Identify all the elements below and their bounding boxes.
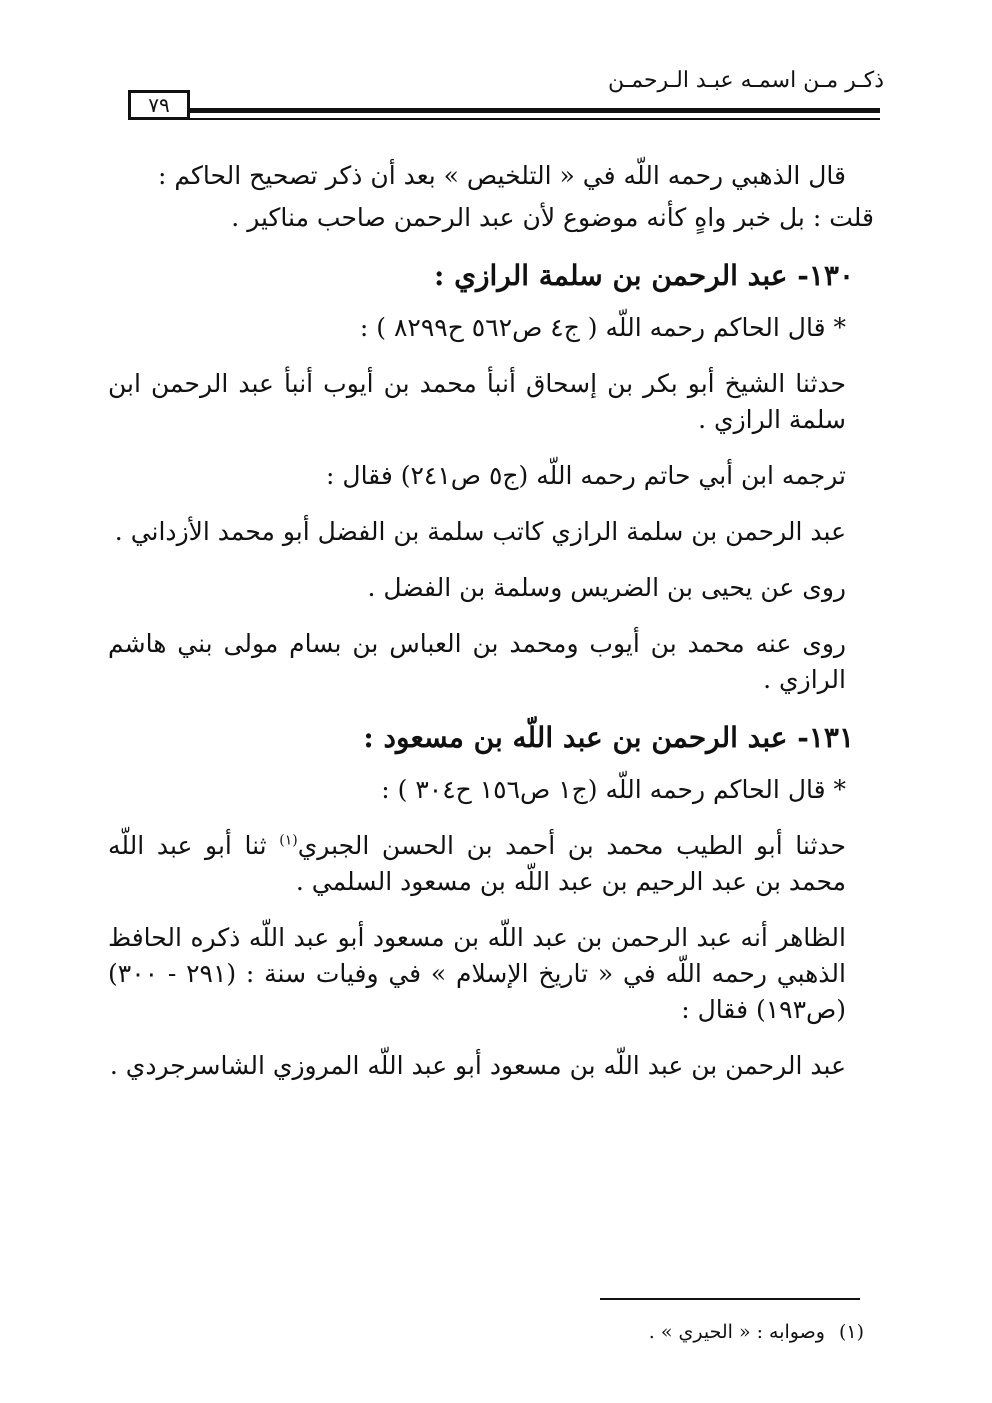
paragraph: قلت : بل خبر واهٍ كأنه موضوع لأن عبد الرحمن صاحب مناكير . — [231, 203, 874, 232]
footnote-marker: (١) — [279, 832, 298, 849]
paragraph: الظاهر أنه عبد الرحمن بن عبد اللّه بن مسعود أبو عبد اللّه ذكره الحافظ الذهبي رحمه اللّه في « تاريخ الإسلام » في وفيات سنة : (٢٩١ - ٣٠٠) (ص١٩٣) فقال : — [108, 923, 846, 1024]
isnad-text: ثنا أبو عبد اللّه محمد بن عبد الرحيم بن عبد اللّه بن مسعود السلمي . — [108, 831, 846, 896]
isnad-paragraph — [108, 828, 874, 900]
entry-heading-130: ١٣٠- عبد الرحمن بن سلمة الرازي : — [433, 259, 854, 292]
footnote-rule — [600, 1298, 860, 1300]
paragraph: قال الذهبي رحمه اللّه في « التلخيص » بعد أن ذكر تصحيح الحاكم : — [157, 161, 846, 190]
footnote-number: (١) — [838, 1321, 864, 1343]
page-number: ٧٩ — [128, 90, 190, 120]
source-citation: * قال الحاكم رحمه اللّه ( ج٤ ص٥٦٢ ح٨٢٩٩ ) : — [359, 313, 846, 342]
main-text — [108, 158, 874, 1104]
source-citation: * قال الحاكم رحمه اللّه (ج١ ص١٥٦ ح٣٠٤ ) : — [381, 775, 846, 804]
header-rule-thin — [188, 118, 880, 120]
header-rule — [188, 108, 880, 113]
paragraph: ترجمه ابن أبي حاتم رحمه اللّه (ج٥ ص٢٤١) فقال : — [326, 461, 846, 490]
isnad-paragraph: حدثنا الشيخ أبو بكر بن إسحاق أنبأ محمد بن أيوب أنبأ عبد الرحمن ابن سلمة الرازي . — [108, 369, 846, 434]
paragraph: روى عنه محمد بن أيوب ومحمد بن العباس بن بسام مولى بني هاشم الرازي . — [108, 629, 846, 694]
footnote-text: وصوابه : « الحيري » . — [648, 1321, 825, 1343]
entry-heading-131: ١٣١- عبد الرحمن بن عبد اللّه بن مسعود : — [363, 721, 854, 754]
paragraph: عبد الرحمن بن سلمة الرازي كاتب سلمة بن الفضل أبو محمد الأزداني . — [114, 517, 846, 546]
running-title: ذكـر مـن اسمـه عبـد الـرحمـن — [608, 68, 884, 93]
paragraph: روى عن يحيى بن الضريس وسلمة بن الفضل . — [367, 573, 846, 602]
footnote — [649, 1318, 864, 1346]
isnad-text: حدثنا أبو الطيب محمد بن أحمد بن الحسن الجبري — [297, 831, 846, 860]
paragraph: عبد الرحمن بن عبد اللّه بن مسعود أبو عبد اللّه المروزي الشاسرجردي . — [109, 1051, 846, 1080]
